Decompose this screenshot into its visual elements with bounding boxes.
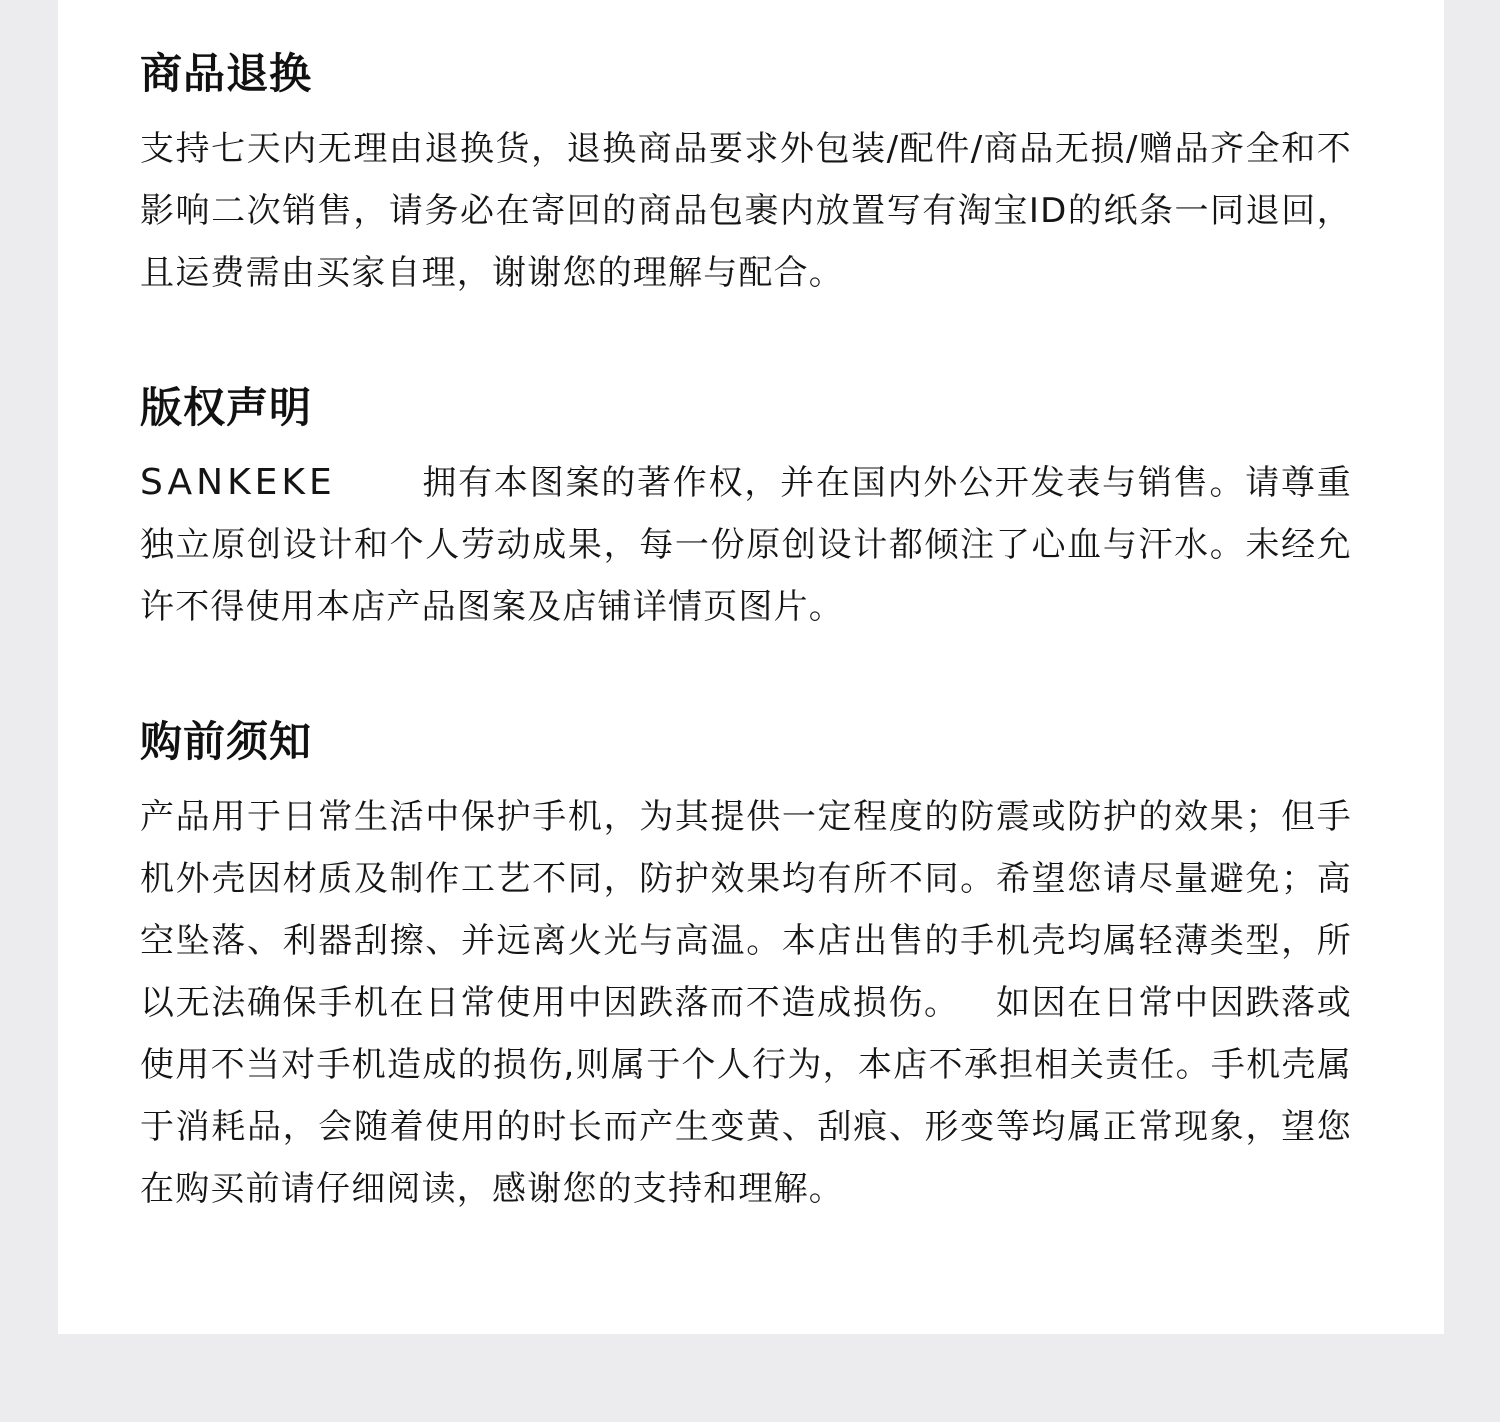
section-heading: 购前须知 [140, 717, 313, 766]
section-body-container [140, 452, 1352, 638]
section-heading: 版权声明 [140, 383, 313, 432]
section-returns [140, 48, 1352, 304]
section-notice [140, 716, 1352, 1220]
section-body-part1: 产品用于日常生活中保护手机，为其提供一定程度的防震或防护的效果；但手机外壳因材质及制作工艺不同，防护效果均有所不同。希望您请尽量避免；高空坠落、利器刮擦、并远离火光与高温。本店出售的手机壳均属轻薄类型，所以无法确保手机在日常使用中因跌落而不造成损伤。 [140, 797, 1352, 1023]
brand-name: SANKEKE [140, 462, 336, 503]
section-body-container [140, 786, 1352, 1220]
section-body: 支持七天内无理由退换货，退换商品要求外包装/配件/商品无损/赠品齐全和不影响二次销售，请务必在寄回的商品包裹内放置写有淘宝ID的纸条一同退回，且运费需由买家自理，谢谢您的理解与配合。 [140, 129, 1352, 293]
section-heading: 商品退换 [140, 49, 313, 98]
section-copyright [140, 382, 1352, 638]
section-body-part2: 如因在日常中因跌落或使用不当对手机造成的损伤,则属于个人行为，本店不承担相关责任。手机壳属于消耗品，会随着使用的时长而产生变黄、刮痕、形变等均属正常现象，望您在购买前请仔细阅读，感谢您的支持和理解。 [140, 983, 1353, 1209]
section-body: 拥有本图案的著作权，并在国内外公开发表与销售。请尊重独立原创设计和个人劳动成果，每一份原创设计都倾注了心血与汗水。未经允许不得使用本店产品图案及店铺详情页图片。 [140, 463, 1352, 627]
